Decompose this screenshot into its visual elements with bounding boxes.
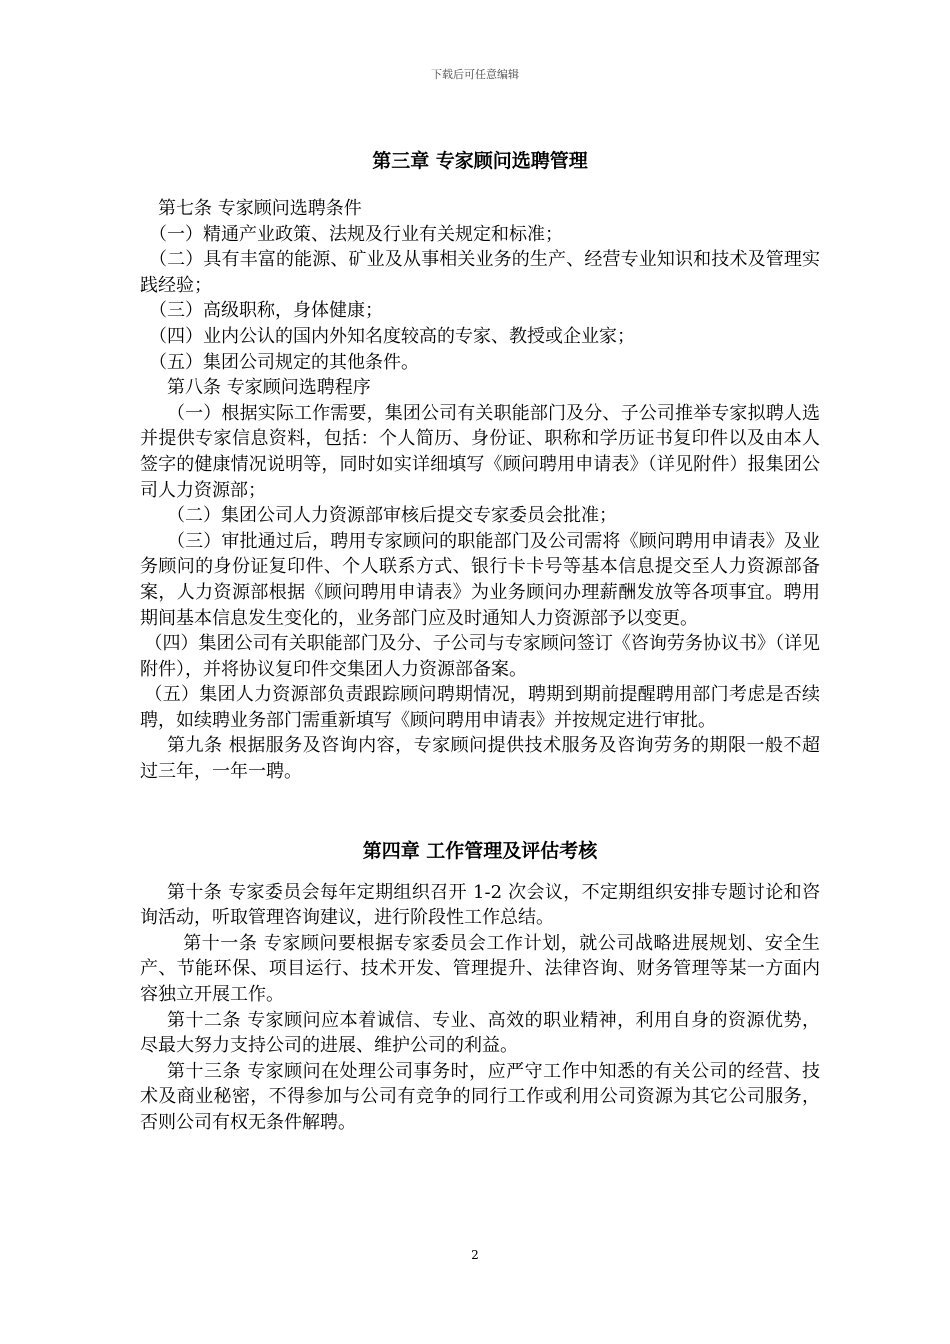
article-8-item-4: （四）集团公司有关职能部门及分、子公司与专家顾问签订《咨询劳务协议书》（详见附件），并将协议复印件交集团人力资源部备案。 xyxy=(140,633,820,680)
chapter-4-title: 第四章 工作管理及评估考核 xyxy=(362,839,598,862)
article-13: 第十三条 专家顾问在处理公司事务时，应严守工作中知悉的有关公司的经营、技术及商业秘密，不得参加与公司有竞争的同行工作或利用公司资源为其它公司服务，否则公司有权无条件解聘。 xyxy=(140,1060,820,1133)
article-11: 第十一条 专家顾问要根据专家委员会工作计划，就公司战略进展规划、安全生产、节能环保、项目运行、技术开发、管理提升、法律咨询、财务管理等某一方面内容独立开展工作。 xyxy=(140,932,820,1006)
article-7-item-5: （五）集团公司规定的其他条件。 xyxy=(149,351,419,373)
article-12: 第十二条 专家顾问应本着诚信、专业、高效的职业精神，利用自身的资源优势，尽最大努力支持公司的进展、维护公司的利益。 xyxy=(140,1009,820,1057)
article-7-item-3: （三）高级职称，身体健康； xyxy=(149,300,383,322)
article-8-title: 第八条 专家顾问选聘程序 xyxy=(167,377,371,399)
article-8-item-2: （二）集团公司人力资源部审核后提交专家委员会批准； xyxy=(167,505,617,527)
article-7-item-1: （一）精通产业政策、法规及行业有关规定和标准； xyxy=(149,223,563,245)
article-10: 第十条 专家委员会每年定期组织召开 1-2 次会议，不定期组织安排专题讨论和咨询活动，听取管理咨询建议，进行阶段性工作总结。 xyxy=(140,881,820,929)
article-7-item-2: （二）具有丰富的能源、矿业及从事相关业务的生产、经营专业知识和技术及管理实践经验； xyxy=(140,249,820,296)
article-8-item-3: （三）审批通过后，聘用专家顾问的职能部门及公司需将《顾问聘用申请表》及业务顾问的身份证复印件、个人联系方式、银行卡卡号等基本信息提交至人力资源部备案，人力资源部根据《顾问聘用申请表》为业务顾问办理薪酬发放等各项事宜。聘用期间基本信息发生变化的，业务部门应及时通知人力资源部予以变更。 xyxy=(140,530,820,629)
article-7-item-4: （四）业内公认的国内外知名度较高的专家、教授或企业家； xyxy=(149,325,635,347)
page-number: 2 xyxy=(471,1248,479,1262)
document-body xyxy=(140,146,820,1136)
page-header: 下载后可任意编辑 xyxy=(431,68,519,81)
article-8-item-1: （一）根据实际工作需要，集团公司有关职能部门及分、子公司推举专家拟聘人选并提供专家信息资料，包括：个人简历、身份证、职称和学历证书复印件以及由本人签字的健康情况说明等，同时如实详细填写《顾问聘用申请表》（详见附件）报集团公司人力资源部； xyxy=(140,402,820,501)
article-7-title: 第七条 专家顾问选聘条件 xyxy=(158,198,362,219)
article-9: 第九条 根据服务及咨询内容，专家顾问提供技术服务及咨询劳务的期限一般不超过三年，一年一聘。 xyxy=(140,735,820,783)
article-8-item-5: （五）集团人力资源部负责跟踪顾问聘期情况，聘期到期前提醒聘用部门考虑是否续聘，如续聘业务部门需重新填写《顾问聘用申请表》并按规定进行审批。 xyxy=(140,684,820,731)
chapter-3-title: 第三章 专家顾问选聘管理 xyxy=(372,150,588,172)
